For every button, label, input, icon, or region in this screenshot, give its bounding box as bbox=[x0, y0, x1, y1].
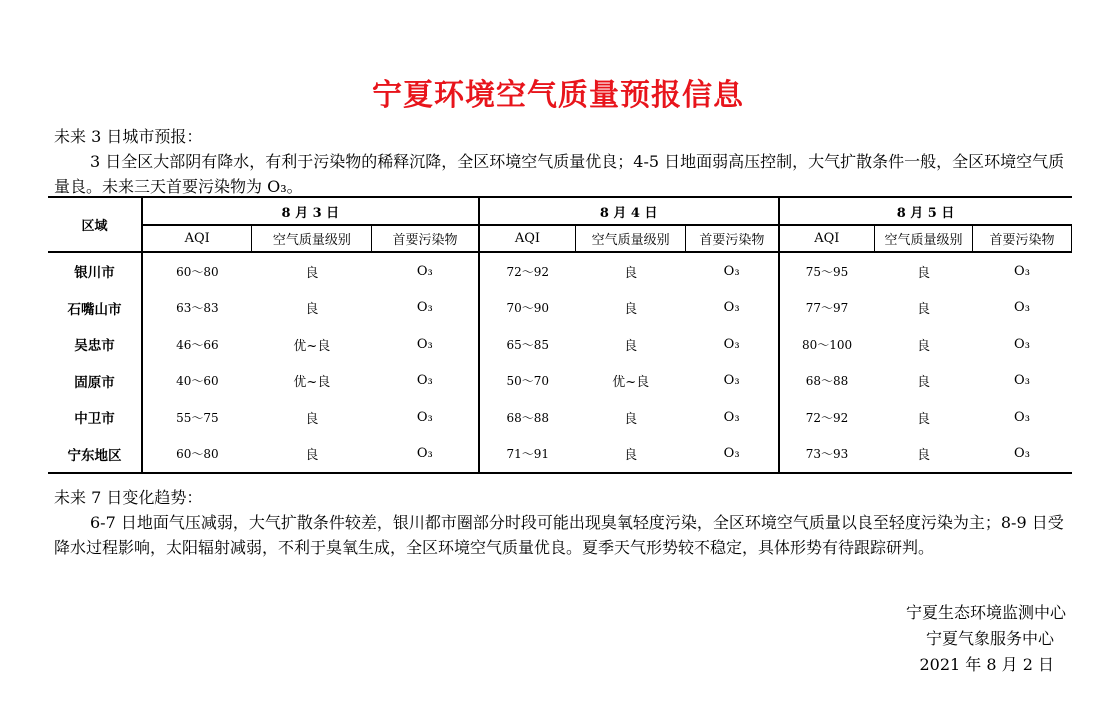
pollutant-cell: O₃ bbox=[1014, 300, 1030, 316]
aqi-cell: 60～80 bbox=[142, 436, 252, 474]
pollutant-cell: O₃ bbox=[372, 252, 479, 290]
region-header: 区域 bbox=[48, 197, 142, 252]
pollutant-cell: O₃ bbox=[972, 436, 1071, 474]
aqi-cell: 46～66 bbox=[176, 337, 219, 352]
aqi-cell: 60～80 bbox=[176, 264, 219, 279]
pollutant-header: 首要污染物 bbox=[686, 225, 779, 252]
pollutant-cell: O₃ bbox=[372, 326, 479, 363]
aqi-cell: 55～75 bbox=[176, 410, 219, 425]
aqi-cell: 50～70 bbox=[506, 374, 549, 389]
trend-7day-heading: 未来 7 日变化趋势： bbox=[54, 488, 203, 507]
day-header: 8 月 3 日 bbox=[142, 197, 479, 225]
pollutant-cell: O₃ bbox=[686, 436, 779, 474]
day-header: 8 月 5 日 bbox=[779, 197, 1072, 225]
level-cell: 良 bbox=[252, 436, 372, 474]
footer bbox=[906, 600, 1066, 678]
level-cell: 良 bbox=[576, 436, 686, 474]
table-row bbox=[48, 290, 1072, 327]
level-cell: 优~良 bbox=[293, 338, 331, 354]
aqi-cell: 68～88 bbox=[506, 410, 549, 425]
aqi-cell: 72～92 bbox=[506, 264, 549, 279]
aqi-cell: 73～93 bbox=[779, 436, 875, 474]
aqi-cell: 72～92 bbox=[805, 410, 849, 425]
level-cell: 良 bbox=[916, 375, 930, 391]
level-cell: 良 bbox=[916, 265, 930, 281]
level-cell: 良 bbox=[624, 338, 638, 354]
footer-org-monitoring: 宁夏生态环境监测中心 bbox=[905, 603, 1066, 622]
table-row bbox=[48, 363, 1072, 400]
pollutant-cell: O₃ bbox=[686, 399, 779, 436]
footer-org-meteorology: 宁夏气象服务中心 bbox=[925, 629, 1054, 648]
level-cell: 良 bbox=[305, 265, 319, 281]
level-cell: 良 bbox=[916, 411, 930, 427]
pollutant-cell: O₃ bbox=[1014, 373, 1030, 389]
trend-7day-text: 6-7 日地面气压减弱，大气扩散条件较差，银川都市圈部分时段可能出现臭氧轻度污染，全区环境空气质量以良至轻度污染为主；8-9 日受降水过程影响，太阳辐射减弱，不利于臭氧生成，全区环境空气质量优良。夏季天气形势较不稳定，具体形势有待跟踪研判。 bbox=[54, 513, 1064, 557]
level-cell: 良 bbox=[624, 302, 638, 318]
pollutant-cell: O₃ bbox=[372, 436, 479, 474]
aqi-header: AQI bbox=[479, 225, 576, 252]
level-header: 空气质量级别 bbox=[576, 225, 686, 252]
forecast-3day-text: 3 日全区大部阴有降水，有利于污染物的稀释沉降，全区环境空气质量优良；4-5 日地面弱高压控制，大气扩散条件一般，全区环境空气质量良。未来三天首要污染物为 O₃。 bbox=[54, 152, 1065, 196]
aqi-cell: 77～97 bbox=[805, 301, 849, 316]
level-cell: 良 bbox=[624, 411, 638, 427]
region-cell: 宁东地区 bbox=[48, 436, 142, 474]
aqi-cell: 68～88 bbox=[805, 374, 849, 389]
level-header: 空气质量级别 bbox=[875, 225, 973, 252]
level-cell: 良 bbox=[916, 338, 930, 354]
level-cell: 优~良 bbox=[612, 375, 650, 391]
aqi-cell: 75～95 bbox=[805, 264, 849, 279]
pollutant-cell: O₃ bbox=[686, 290, 779, 327]
pollutant-cell: O₃ bbox=[1014, 409, 1030, 425]
table-row bbox=[48, 399, 1072, 436]
aqi-cell: 65～85 bbox=[506, 337, 549, 352]
table-row bbox=[48, 436, 1072, 474]
pollutant-cell: O₃ bbox=[372, 290, 479, 327]
aqi-header: AQI bbox=[142, 225, 252, 252]
region-cell: 石嘴山市 bbox=[48, 290, 142, 327]
forecast-table bbox=[48, 196, 1072, 474]
level-cell: 良 bbox=[624, 265, 638, 281]
pollutant-cell: O₃ bbox=[686, 252, 779, 290]
aqi-cell: 40～60 bbox=[176, 374, 219, 389]
footer-date: 2021 年 8 月 2 日 bbox=[919, 655, 1054, 674]
page-title: 宁夏环境空气质量预报信息 bbox=[372, 78, 744, 113]
pollutant-cell: O₃ bbox=[1014, 263, 1030, 279]
aqi-cell: 70～90 bbox=[506, 301, 549, 316]
level-cell: 良 bbox=[305, 302, 319, 318]
level-cell: 良 bbox=[875, 436, 973, 474]
pollutant-cell: O₃ bbox=[372, 363, 479, 400]
level-header: 空气质量级别 bbox=[252, 225, 372, 252]
table-row bbox=[48, 326, 1072, 363]
region-cell: 中卫市 bbox=[48, 399, 142, 436]
aqi-cell: 63～83 bbox=[176, 301, 219, 316]
aqi-cell: 80～100 bbox=[801, 337, 853, 352]
forecast-3day-heading: 未来 3 日城市预报： bbox=[54, 127, 203, 146]
pollutant-header: 首要污染物 bbox=[372, 225, 479, 252]
level-cell: 良 bbox=[916, 302, 930, 318]
region-cell: 银川市 bbox=[48, 252, 142, 290]
pollutant-cell: O₃ bbox=[686, 326, 779, 363]
region-cell: 固原市 bbox=[48, 363, 142, 400]
day-header: 8 月 4 日 bbox=[479, 197, 779, 225]
aqi-cell: 71～91 bbox=[479, 436, 576, 474]
forecast-3day-section bbox=[54, 124, 1066, 199]
trend-7day-section bbox=[54, 485, 1066, 560]
level-cell: 优~良 bbox=[293, 375, 331, 391]
pollutant-cell: O₃ bbox=[372, 399, 479, 436]
pollutant-cell: O₃ bbox=[686, 363, 779, 400]
region-cell: 吴忠市 bbox=[48, 326, 142, 363]
pollutant-header: 首要污染物 bbox=[972, 225, 1071, 252]
aqi-header: AQI bbox=[779, 225, 875, 252]
table-row bbox=[48, 252, 1072, 290]
level-cell: 良 bbox=[305, 411, 319, 427]
pollutant-cell: O₃ bbox=[1014, 336, 1030, 352]
